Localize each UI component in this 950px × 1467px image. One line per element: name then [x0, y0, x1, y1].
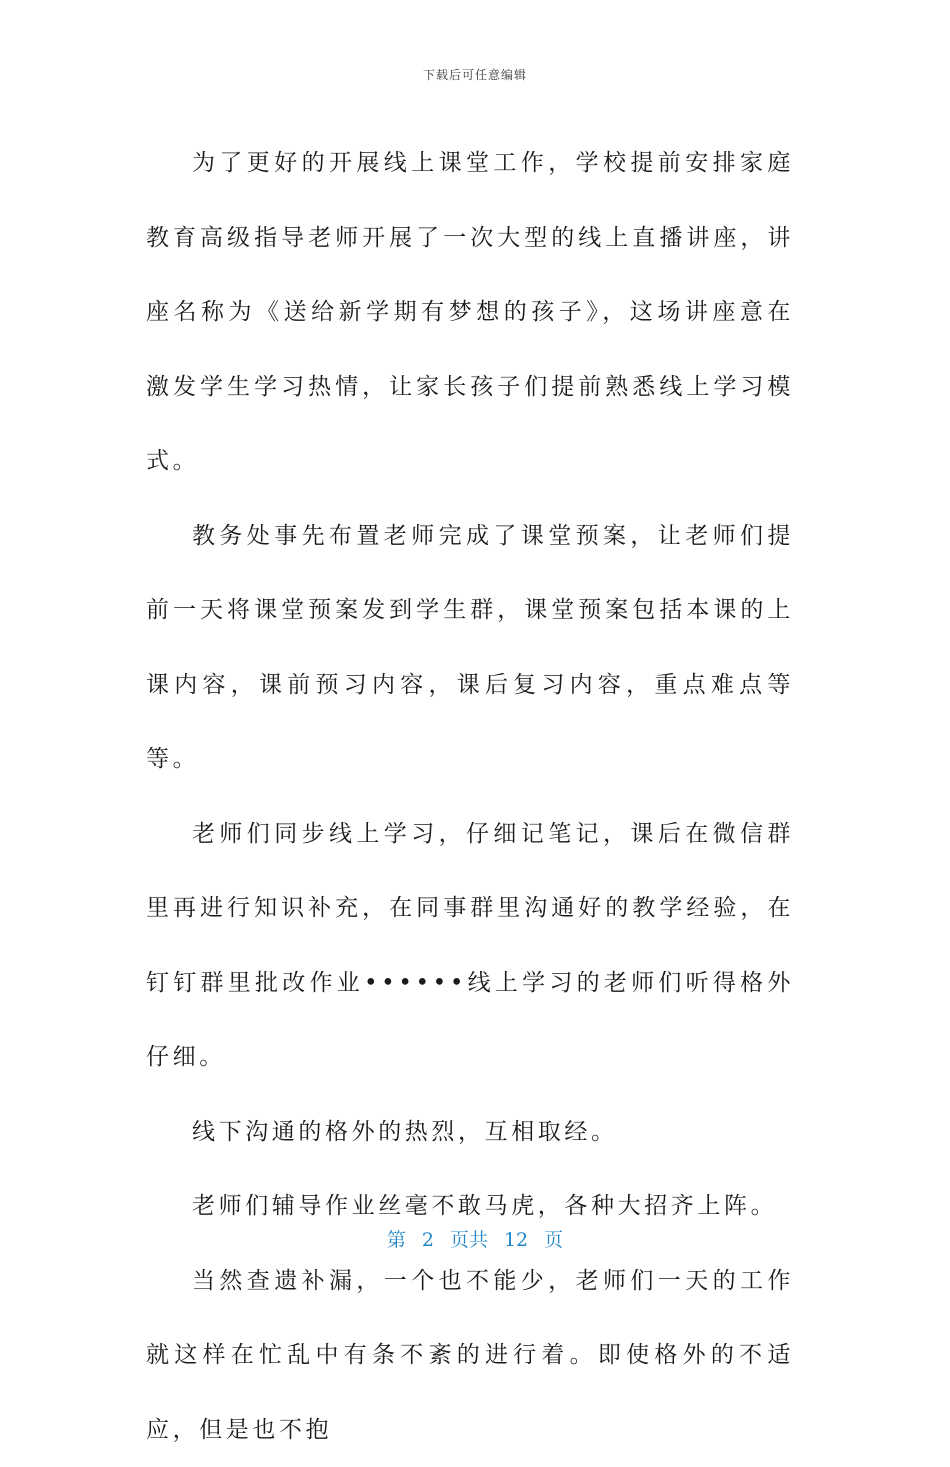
header-note: 下载后可任意编辑	[0, 66, 950, 83]
paragraph: 老师们辅导作业丝毫不敢马虎，各种大招齐上阵。	[146, 1169, 794, 1244]
footer-prefix: 第	[387, 1225, 406, 1252]
page-footer	[0, 1225, 950, 1252]
paragraph: 老师们同步线上学习，仔细记笔记，课后在微信群里再进行知识补充，在同事群里沟通好的教学经验，在钉钉群里批改作业••••••线上学习的老师们听得格外仔细。	[146, 797, 794, 1095]
paragraph: 线下沟通的格外的热烈，互相取经。	[146, 1095, 794, 1170]
paragraph: 教务处事先布置老师完成了课堂预案，让老师们提前一天将课堂预案发到学生群，课堂预案包括本课的上课内容，课前预习内容，课后复习内容，重点难点等等。	[146, 499, 794, 797]
footer-page-number: 2	[422, 1229, 434, 1251]
footer-suffix: 页	[544, 1225, 563, 1252]
document-body	[146, 126, 794, 1467]
paragraph: 当然查遗补漏，一个也不能少，老师们一天的工作就这样在忙乱中有条不紊的进行着。即使格外的不适应，但是也不抱	[146, 1244, 794, 1467]
paragraph: 为了更好的开展线上课堂工作，学校提前安排家庭教育高级指导老师开展了一次大型的线上直播讲座，讲座名称为《送给新学期有梦想的孩子》，这场讲座意在激发学生学习热情，让家长孩子们提前熟悉线上学习模式。	[146, 126, 794, 499]
footer-total-pages: 12	[504, 1229, 528, 1251]
footer-mid: 页共	[450, 1225, 488, 1252]
